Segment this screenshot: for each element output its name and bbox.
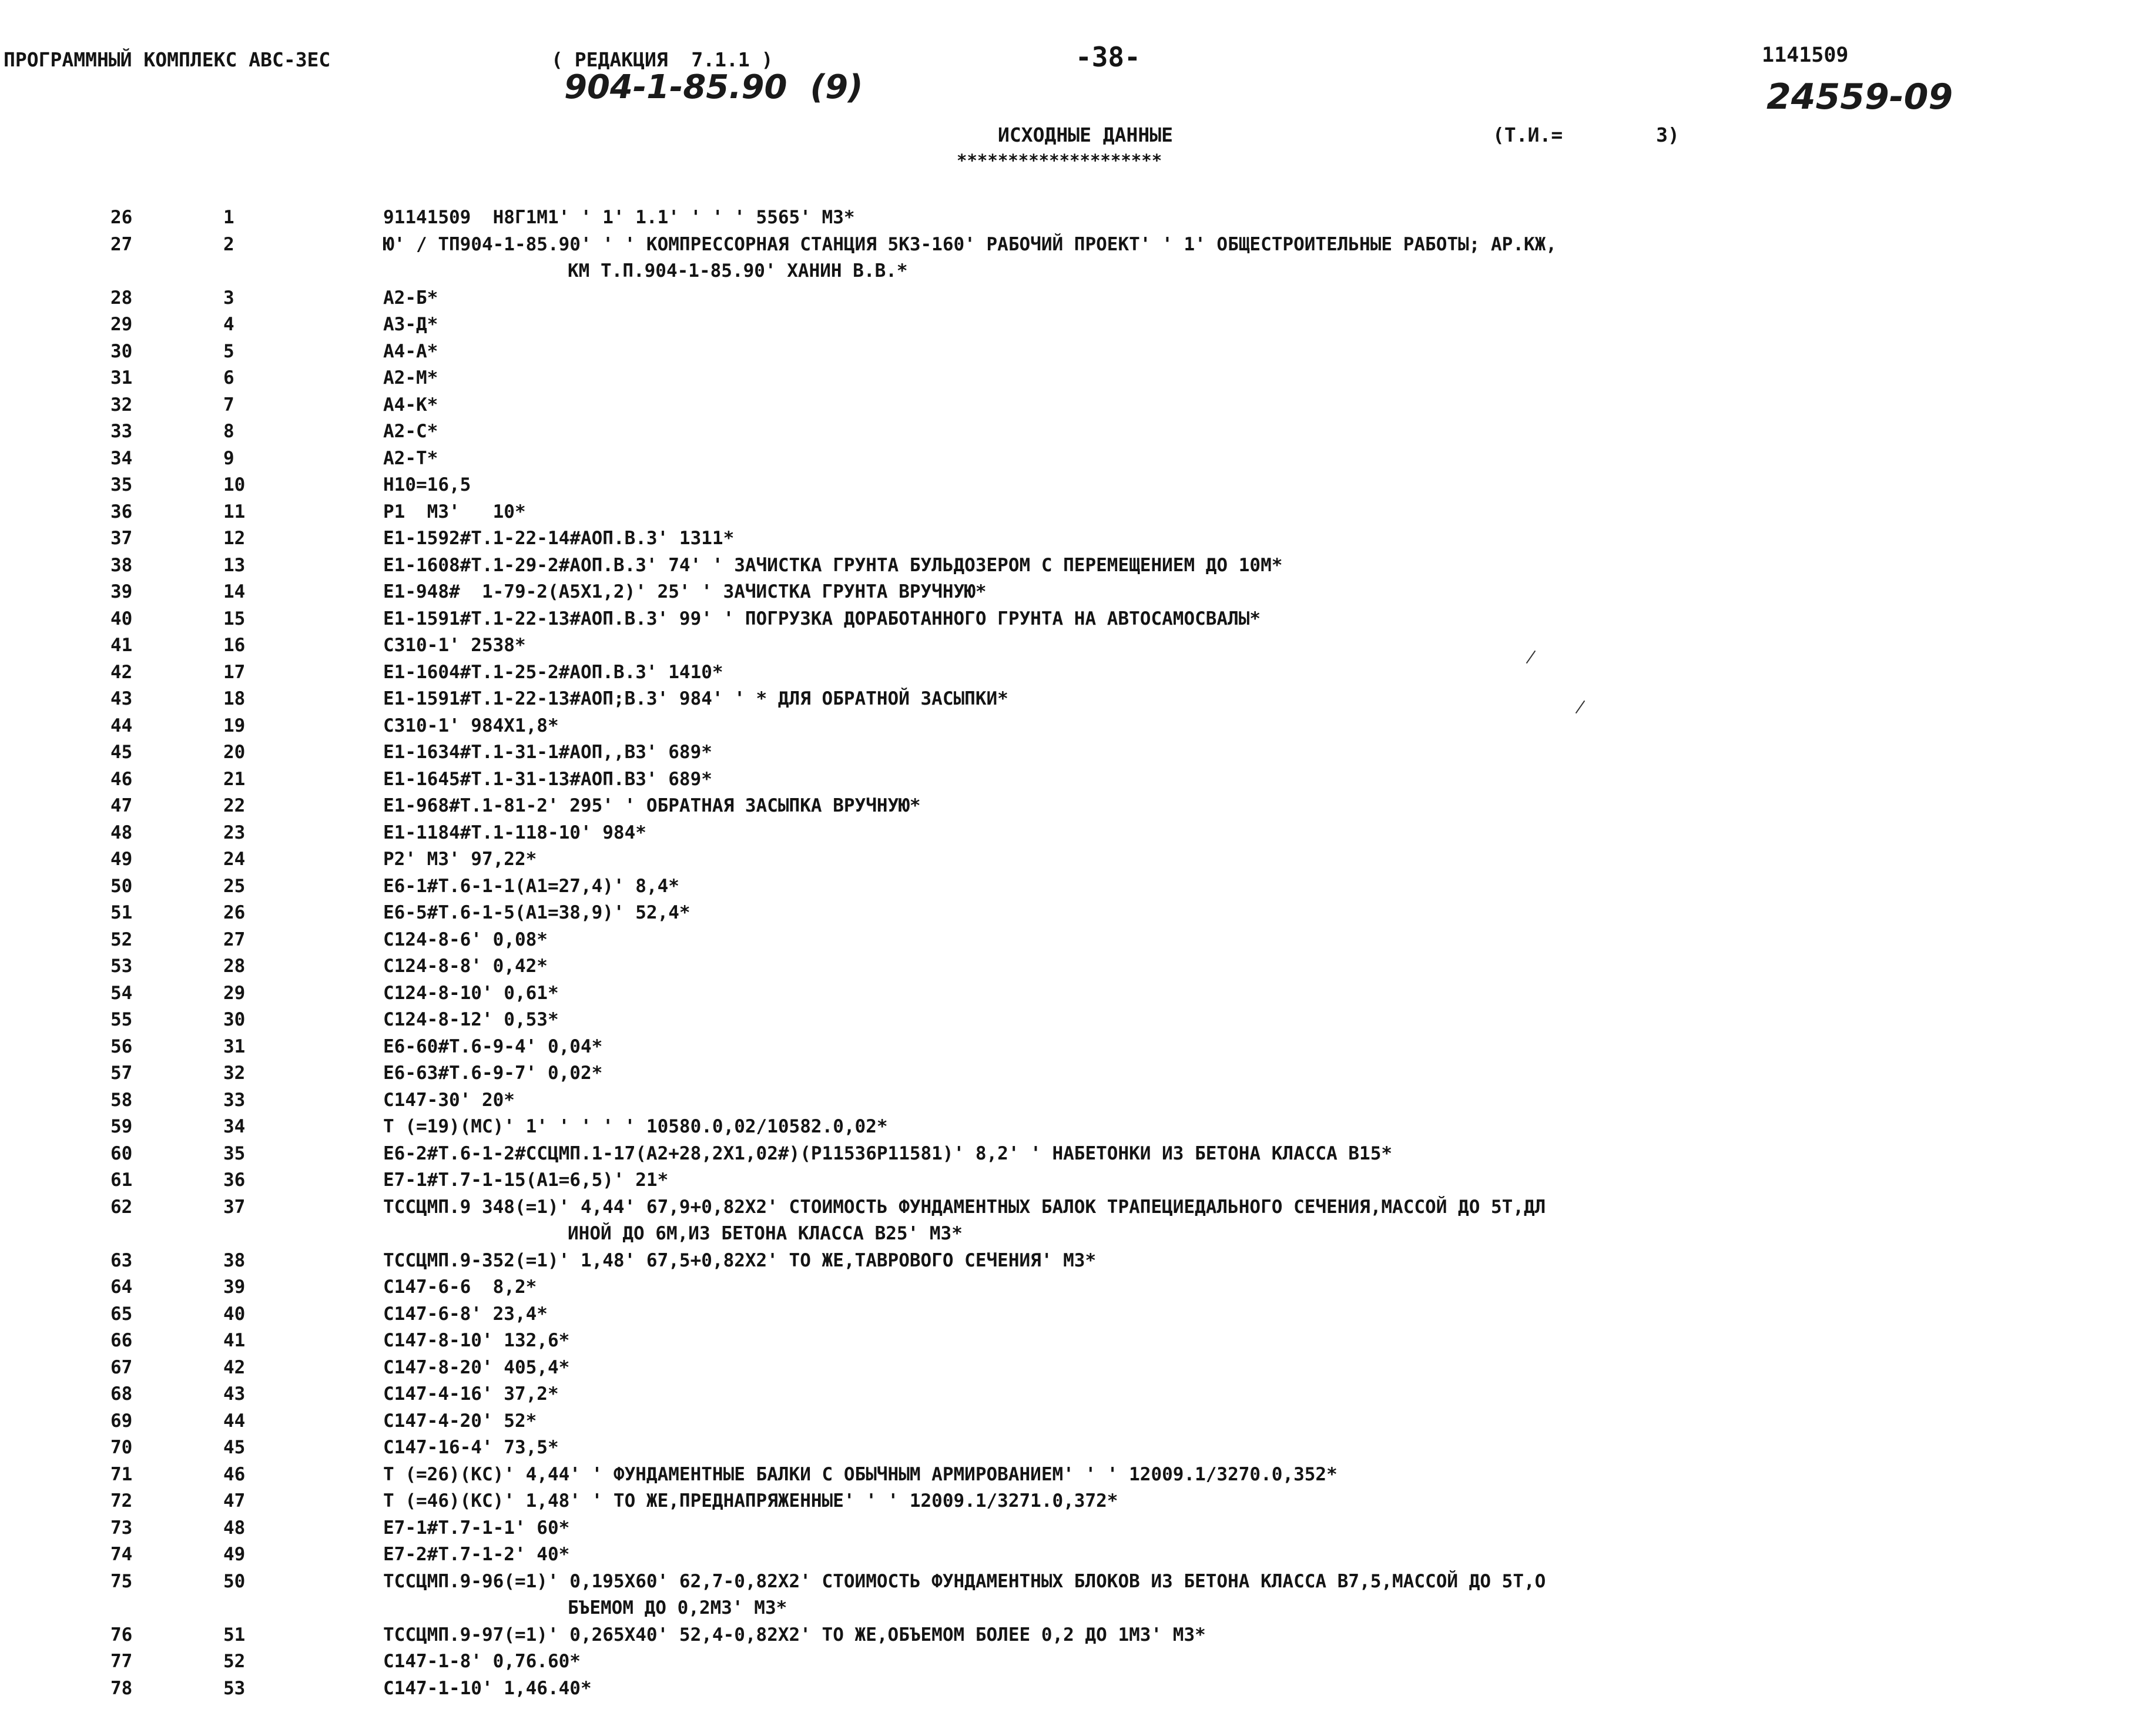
record-text: Е1-948# 1-79-2(А5Х1,2)' 25' ' ЗАЧИСТКА ГРУНТА ВРУЧНУЮ* bbox=[383, 581, 987, 602]
record-number: 12 bbox=[223, 528, 246, 549]
record-text: Е1-1634#Т.1-31-1#АОП,,В3' 689* bbox=[383, 742, 712, 763]
record-number: 49 bbox=[223, 1544, 246, 1565]
line-number: 50 bbox=[110, 875, 133, 897]
listing-row bbox=[0, 1541, 2152, 1569]
record-text: С147-8-10' 132,6* bbox=[383, 1330, 570, 1351]
listing-row bbox=[0, 659, 2152, 686]
listing-row bbox=[0, 953, 2152, 980]
line-number: 60 bbox=[110, 1142, 133, 1164]
line-number: 78 bbox=[110, 1677, 133, 1699]
line-number: 46 bbox=[110, 768, 133, 790]
record-number: 17 bbox=[223, 661, 246, 683]
record-text: Е1-1591#Т.1-22-13#АОП.В.3' 99' ' ПОГРУЗКА ДОРАБОТАННОГО ГРУНТА НА АВТОСАМОСВАЛЫ* bbox=[383, 608, 1261, 629]
record-text: Е1-968#Т.1-81-2' 295' ' ОБРАТНАЯ ЗАСЫПКА ВРУЧНУЮ* bbox=[383, 795, 921, 816]
listing-row bbox=[0, 472, 2152, 499]
listing-row bbox=[0, 632, 2152, 659]
listing-row bbox=[0, 499, 2152, 526]
record-text: А4-К* bbox=[383, 394, 438, 415]
line-number: 75 bbox=[110, 1570, 133, 1592]
record-number: 40 bbox=[223, 1303, 246, 1325]
listing-row bbox=[0, 1408, 2152, 1435]
record-text: С310-1' 984Х1,8* bbox=[383, 715, 559, 736]
record-number: 25 bbox=[223, 875, 246, 897]
record-text: С310-1' 2538* bbox=[383, 635, 526, 656]
record-number: 30 bbox=[223, 1009, 246, 1030]
record-number: 37 bbox=[223, 1196, 246, 1218]
page-number: -38- bbox=[1075, 41, 1141, 73]
record-number: 44 bbox=[223, 1410, 246, 1432]
handwritten-project-number: 904-1-85.90 (9) bbox=[564, 68, 863, 106]
record-text: Е7-1#Т.7-1-15(А1=6,5)' 21* bbox=[383, 1169, 669, 1191]
listing-row bbox=[0, 739, 2152, 766]
record-number: 52 bbox=[223, 1651, 246, 1672]
record-number: 8 bbox=[223, 421, 234, 442]
record-number: 53 bbox=[223, 1677, 246, 1699]
listing-row bbox=[0, 1301, 2152, 1328]
line-number: 27 bbox=[110, 233, 133, 255]
record-number: 50 bbox=[223, 1570, 246, 1592]
line-number: 35 bbox=[110, 474, 133, 495]
listing-row bbox=[0, 579, 2152, 606]
line-number: 55 bbox=[110, 1009, 133, 1030]
line-number: 40 bbox=[110, 608, 133, 629]
record-text: ТССЦМП.9-97(=1)' 0,265Х40' 52,4-0,82Х2' ТО ЖЕ,ОБЪЕМОМ БОЛЕЕ 0,2 ДО 1М3' М3* bbox=[383, 1624, 1206, 1645]
listing-row bbox=[0, 927, 2152, 954]
line-number: 32 bbox=[110, 394, 133, 415]
program-name: ПРОГРАММНЫЙ КОМПЛЕКС АВС-3ЕС bbox=[4, 48, 331, 71]
page-reference: (Т.И.= 3) bbox=[1493, 123, 1680, 146]
line-number: 51 bbox=[110, 902, 133, 923]
listing-row bbox=[0, 1515, 2152, 1542]
record-text: А2-М* bbox=[383, 367, 438, 388]
listing-row bbox=[0, 873, 2152, 900]
listing-row bbox=[0, 606, 2152, 633]
line-number: 74 bbox=[110, 1544, 133, 1565]
line-number: 59 bbox=[110, 1116, 133, 1137]
line-number: 41 bbox=[110, 635, 133, 656]
line-number: 47 bbox=[110, 795, 133, 816]
record-text: С147-6-6 8,2* bbox=[383, 1276, 537, 1298]
line-number: 37 bbox=[110, 528, 133, 549]
line-number: 68 bbox=[110, 1383, 133, 1405]
record-number: 33 bbox=[223, 1089, 246, 1111]
title-underline: ******************** bbox=[957, 150, 1162, 170]
line-number: 53 bbox=[110, 956, 133, 977]
record-number: 26 bbox=[223, 902, 246, 923]
line-number: 67 bbox=[110, 1356, 133, 1378]
record-text: Е6-5#Т.6-1-5(А1=38,9)' 52,4* bbox=[383, 902, 690, 923]
record-text: А2-Б* bbox=[383, 287, 438, 309]
listing-row bbox=[0, 445, 2152, 472]
record-number: 23 bbox=[223, 822, 246, 843]
record-number: 32 bbox=[223, 1063, 246, 1084]
line-number: 30 bbox=[110, 340, 133, 362]
line-number: 62 bbox=[110, 1196, 133, 1218]
record-number: 48 bbox=[223, 1517, 246, 1539]
record-number: 24 bbox=[223, 849, 246, 870]
line-number: 76 bbox=[110, 1624, 133, 1645]
record-text: ТССЦМП.9 348(=1)' 4,44' 67,9+0,82Х2' СТОИМОСТЬ ФУНДАМЕНТНЫХ БАЛОК ТРАПЕЦИЕДАЛЬНОГО СЕЧЕНИЯ,МАССОЙ ДО 5Т,ДЛ bbox=[383, 1196, 1546, 1218]
listing-row bbox=[0, 1194, 2152, 1221]
record-number: 29 bbox=[223, 982, 246, 1004]
record-text: ТССЦМП.9-352(=1)' 1,48' 67,5+0,82Х2' ТО ЖЕ,ТАВРОВОГО СЕЧЕНИЯ' М3* bbox=[383, 1249, 1097, 1271]
listing-row bbox=[0, 1060, 2152, 1087]
line-number: 39 bbox=[110, 581, 133, 602]
line-number: 56 bbox=[110, 1035, 133, 1057]
line-number: 77 bbox=[110, 1651, 133, 1672]
listing-row bbox=[0, 1675, 2152, 1703]
line-number: 70 bbox=[110, 1437, 133, 1458]
record-number: 6 bbox=[223, 367, 234, 388]
line-number: 44 bbox=[110, 715, 133, 736]
handwritten-code: 24559-09 bbox=[1766, 76, 1953, 118]
line-number: 69 bbox=[110, 1410, 133, 1432]
listing-row bbox=[0, 418, 2152, 445]
listing-row bbox=[0, 365, 2152, 392]
record-number: 38 bbox=[223, 1249, 246, 1271]
record-text: С147-1-10' 1,46.40* bbox=[383, 1677, 592, 1699]
record-text: Е7-1#Т.7-1-1' 60* bbox=[383, 1517, 570, 1539]
listing-row bbox=[0, 1007, 2152, 1034]
listing-row bbox=[0, 1355, 2152, 1382]
record-number: 3 bbox=[223, 287, 234, 309]
record-number: 13 bbox=[223, 554, 246, 576]
record-text: Ю' / ТП904-1-85.90' ' ' КОМПРЕССОРНАЯ СТАНЦИЯ 5КЗ-160' РАБОЧИЙ ПРОЕКТ' ' 1' ОБЩЕСТРОИТЕЛЬНЫЕ РАБОТЫ; АР.КЖ, bbox=[383, 233, 1557, 255]
listing-row bbox=[0, 1648, 2152, 1675]
record-text: Е6-63#Т.6-9-7' 0,02* bbox=[383, 1063, 603, 1084]
record-number: 34 bbox=[223, 1116, 246, 1137]
record-number: 2 bbox=[223, 233, 234, 255]
line-number: 48 bbox=[110, 822, 133, 843]
record-number: 51 bbox=[223, 1624, 246, 1645]
record-text-continuation: КМ Т.П.904-1-85.90' ХАНИН В.В.* bbox=[568, 260, 908, 281]
edition-label: ( РЕДАКЦИЯ 7.1.1 ) bbox=[551, 48, 773, 71]
record-text: ТССЦМП.9-96(=1)' 0,195Х60' 62,7-0,82Х2' СТОИМОСТЬ ФУНДАМЕНТНЫХ БЛОКОВ ИЗ БЕТОНА КЛАССА В7,5,МАССОЙ ДО 5Т,О bbox=[383, 1570, 1546, 1592]
record-number: 7 bbox=[223, 394, 234, 415]
line-number: 43 bbox=[110, 688, 133, 709]
document-number: 1141509 bbox=[1762, 43, 1849, 67]
record-number: 31 bbox=[223, 1035, 246, 1057]
record-text: Т (=46)(КС)' 1,48' ' ТО ЖЕ,ПРЕДНАПРЯЖЕННЫЕ' ' ' 12009.1/3271.0,372* bbox=[383, 1490, 1118, 1512]
record-number: 14 bbox=[223, 581, 246, 602]
listing-row bbox=[0, 1141, 2152, 1168]
record-number: 35 bbox=[223, 1142, 246, 1164]
record-text: С147-30' 20* bbox=[383, 1089, 515, 1111]
record-text: С124-8-8' 0,42* bbox=[383, 956, 548, 977]
listing-row bbox=[0, 1462, 2152, 1489]
record-number: 18 bbox=[223, 688, 246, 709]
record-text: Е1-1184#Т.1-118-10' 984* bbox=[383, 822, 646, 843]
record-text: Р1 М3' 10* bbox=[383, 501, 526, 522]
listing-row bbox=[0, 1569, 2152, 1596]
line-number: 64 bbox=[110, 1276, 133, 1298]
listing-row bbox=[0, 1087, 2152, 1114]
listing-continuation bbox=[0, 1221, 2152, 1248]
line-number: 52 bbox=[110, 929, 133, 950]
line-number: 49 bbox=[110, 849, 133, 870]
record-number: 22 bbox=[223, 795, 246, 816]
record-text: Е6-1#Т.6-1-1(А1=27,4)' 8,4* bbox=[383, 875, 679, 897]
record-text: А3-Д* bbox=[383, 314, 438, 335]
line-number: 63 bbox=[110, 1249, 133, 1271]
record-text: Е7-2#Т.7-1-2' 40* bbox=[383, 1544, 570, 1565]
listing-row bbox=[0, 793, 2152, 820]
record-number: 9 bbox=[223, 447, 234, 469]
line-number: 58 bbox=[110, 1089, 133, 1111]
record-text: Е1-1608#Т.1-29-2#АОП.В.3' 74' ' ЗАЧИСТКА ГРУНТА БУЛЬДОЗЕРОМ С ПЕРЕМЕЩЕНИЕМ ДО 10М* bbox=[383, 554, 1283, 576]
line-number: 33 bbox=[110, 421, 133, 442]
line-number: 72 bbox=[110, 1490, 133, 1512]
record-number: 4 bbox=[223, 314, 234, 335]
listing-row bbox=[0, 1034, 2152, 1061]
record-number: 15 bbox=[223, 608, 246, 629]
listing-row bbox=[0, 980, 2152, 1007]
record-text: С124-8-12' 0,53* bbox=[383, 1009, 559, 1030]
record-text: А2-Т* bbox=[383, 447, 438, 469]
record-text: Т (=19)(МС)' 1' ' ' ' ' 10580.0,02/10582.0,02* bbox=[383, 1116, 888, 1137]
record-text: А4-А* bbox=[383, 340, 438, 362]
listing-row bbox=[0, 766, 2152, 793]
listing-row bbox=[0, 900, 2152, 927]
record-number: 28 bbox=[223, 956, 246, 977]
line-number: 29 bbox=[110, 314, 133, 335]
line-number: 45 bbox=[110, 742, 133, 763]
line-number: 54 bbox=[110, 982, 133, 1004]
line-number: 61 bbox=[110, 1169, 133, 1191]
record-text: Р2' М3' 97,22* bbox=[383, 849, 537, 870]
record-number: 5 bbox=[223, 340, 234, 362]
listing-row bbox=[0, 1328, 2152, 1355]
record-text-continuation: БЪЕМОМ ДО 0,2М3' М3* bbox=[568, 1597, 787, 1618]
listing-row bbox=[0, 392, 2152, 419]
line-number: 26 bbox=[110, 207, 133, 228]
listing-row bbox=[0, 1248, 2152, 1275]
record-text: Т (=26)(КС)' 4,44' ' ФУНДАМЕНТНЫЕ БАЛКИ С ОБЫЧНЫМ АРМИРОВАНИЕМ' ' ' 12009.1/3270.0,352* bbox=[383, 1463, 1338, 1485]
record-number: 45 bbox=[223, 1437, 246, 1458]
record-text: Е1-1604#Т.1-25-2#АОП.В.3' 1410* bbox=[383, 661, 723, 683]
record-number: 47 bbox=[223, 1490, 246, 1512]
listing-row bbox=[0, 1488, 2152, 1515]
record-number: 1 bbox=[223, 207, 234, 228]
line-number: 28 bbox=[110, 287, 133, 309]
listing-row bbox=[0, 285, 2152, 312]
listing-row bbox=[0, 1622, 2152, 1649]
record-number: 41 bbox=[223, 1330, 246, 1351]
record-text: С147-4-16' 37,2* bbox=[383, 1383, 559, 1405]
line-number: 73 bbox=[110, 1517, 133, 1539]
line-number: 66 bbox=[110, 1330, 133, 1351]
listing-row bbox=[0, 713, 2152, 740]
record-number: 10 bbox=[223, 474, 246, 495]
record-number: 27 bbox=[223, 929, 246, 950]
listing-row bbox=[0, 820, 2152, 847]
data-listing bbox=[0, 205, 2152, 1702]
listing-row bbox=[0, 1114, 2152, 1141]
listing-row bbox=[0, 339, 2152, 366]
record-number: 20 bbox=[223, 742, 246, 763]
listing-row bbox=[0, 1274, 2152, 1301]
record-text: Е1-1592#Т.1-22-14#АОП.В.3' 1311* bbox=[383, 528, 735, 549]
record-text: С147-6-8' 23,4* bbox=[383, 1303, 548, 1325]
record-number: 42 bbox=[223, 1356, 246, 1378]
line-number: 38 bbox=[110, 554, 133, 576]
record-number: 21 bbox=[223, 768, 246, 790]
line-number: 31 bbox=[110, 367, 133, 388]
record-number: 43 bbox=[223, 1383, 246, 1405]
line-number: 65 bbox=[110, 1303, 133, 1325]
record-number: 11 bbox=[223, 501, 246, 522]
line-number: 42 bbox=[110, 661, 133, 683]
record-text: С147-4-20' 52* bbox=[383, 1410, 537, 1432]
record-text: А2-С* bbox=[383, 421, 438, 442]
listing-row bbox=[0, 232, 2152, 259]
record-text: С124-8-6' 0,08* bbox=[383, 929, 548, 950]
record-text: С147-8-20' 405,4* bbox=[383, 1356, 570, 1378]
line-number: 57 bbox=[110, 1063, 133, 1084]
listing-row bbox=[0, 205, 2152, 232]
listing-continuation bbox=[0, 1595, 2152, 1622]
record-number: 46 bbox=[223, 1463, 246, 1485]
record-text: Е1-1591#Т.1-22-13#АОП;В.3' 984' ' * ДЛЯ ОБРАТНОЙ ЗАСЫПКИ* bbox=[383, 688, 1008, 709]
record-number: 39 bbox=[223, 1276, 246, 1298]
record-text-continuation: ИНОЙ ДО 6М,ИЗ БЕТОНА КЛАССА В25' М3* bbox=[568, 1223, 963, 1244]
line-number: 36 bbox=[110, 501, 133, 522]
record-text: Н10=16,5 bbox=[383, 474, 471, 495]
line-number: 34 bbox=[110, 447, 133, 469]
record-text: Е6-60#Т.6-9-4' 0,04* bbox=[383, 1035, 603, 1057]
listing-row bbox=[0, 552, 2152, 579]
record-text: 91141509 Н8Г1М1' ' 1' 1.1' ' ' ' 5565' М3* bbox=[383, 207, 855, 228]
listing-row bbox=[0, 525, 2152, 552]
listing-row bbox=[0, 311, 2152, 339]
listing-row bbox=[0, 1435, 2152, 1462]
record-text: Е6-2#Т.6-1-2#ССЦМП.1-17(А2+28,2Х1,02#)(Р11536Р11581)' 8,2' ' НАБЕТОНКИ ИЗ БЕТОНА КЛАССА В15* bbox=[383, 1142, 1393, 1164]
record-number: 16 bbox=[223, 635, 246, 656]
record-text: С124-8-10' 0,61* bbox=[383, 982, 559, 1004]
record-text: С147-16-4' 73,5* bbox=[383, 1437, 559, 1458]
section-title: ИСХОДНЫЕ ДАННЫЕ bbox=[998, 123, 1174, 146]
listing-continuation bbox=[0, 258, 2152, 285]
listing-row bbox=[0, 1167, 2152, 1194]
listing-row bbox=[0, 1381, 2152, 1408]
listing-row bbox=[0, 846, 2152, 873]
record-number: 19 bbox=[223, 715, 246, 736]
record-text: С147-1-8' 0,76.60* bbox=[383, 1651, 581, 1672]
listing-row bbox=[0, 686, 2152, 713]
record-text: Е1-1645#Т.1-31-13#АОП.В3' 689* bbox=[383, 768, 712, 790]
record-number: 36 bbox=[223, 1169, 246, 1191]
line-number: 71 bbox=[110, 1463, 133, 1485]
